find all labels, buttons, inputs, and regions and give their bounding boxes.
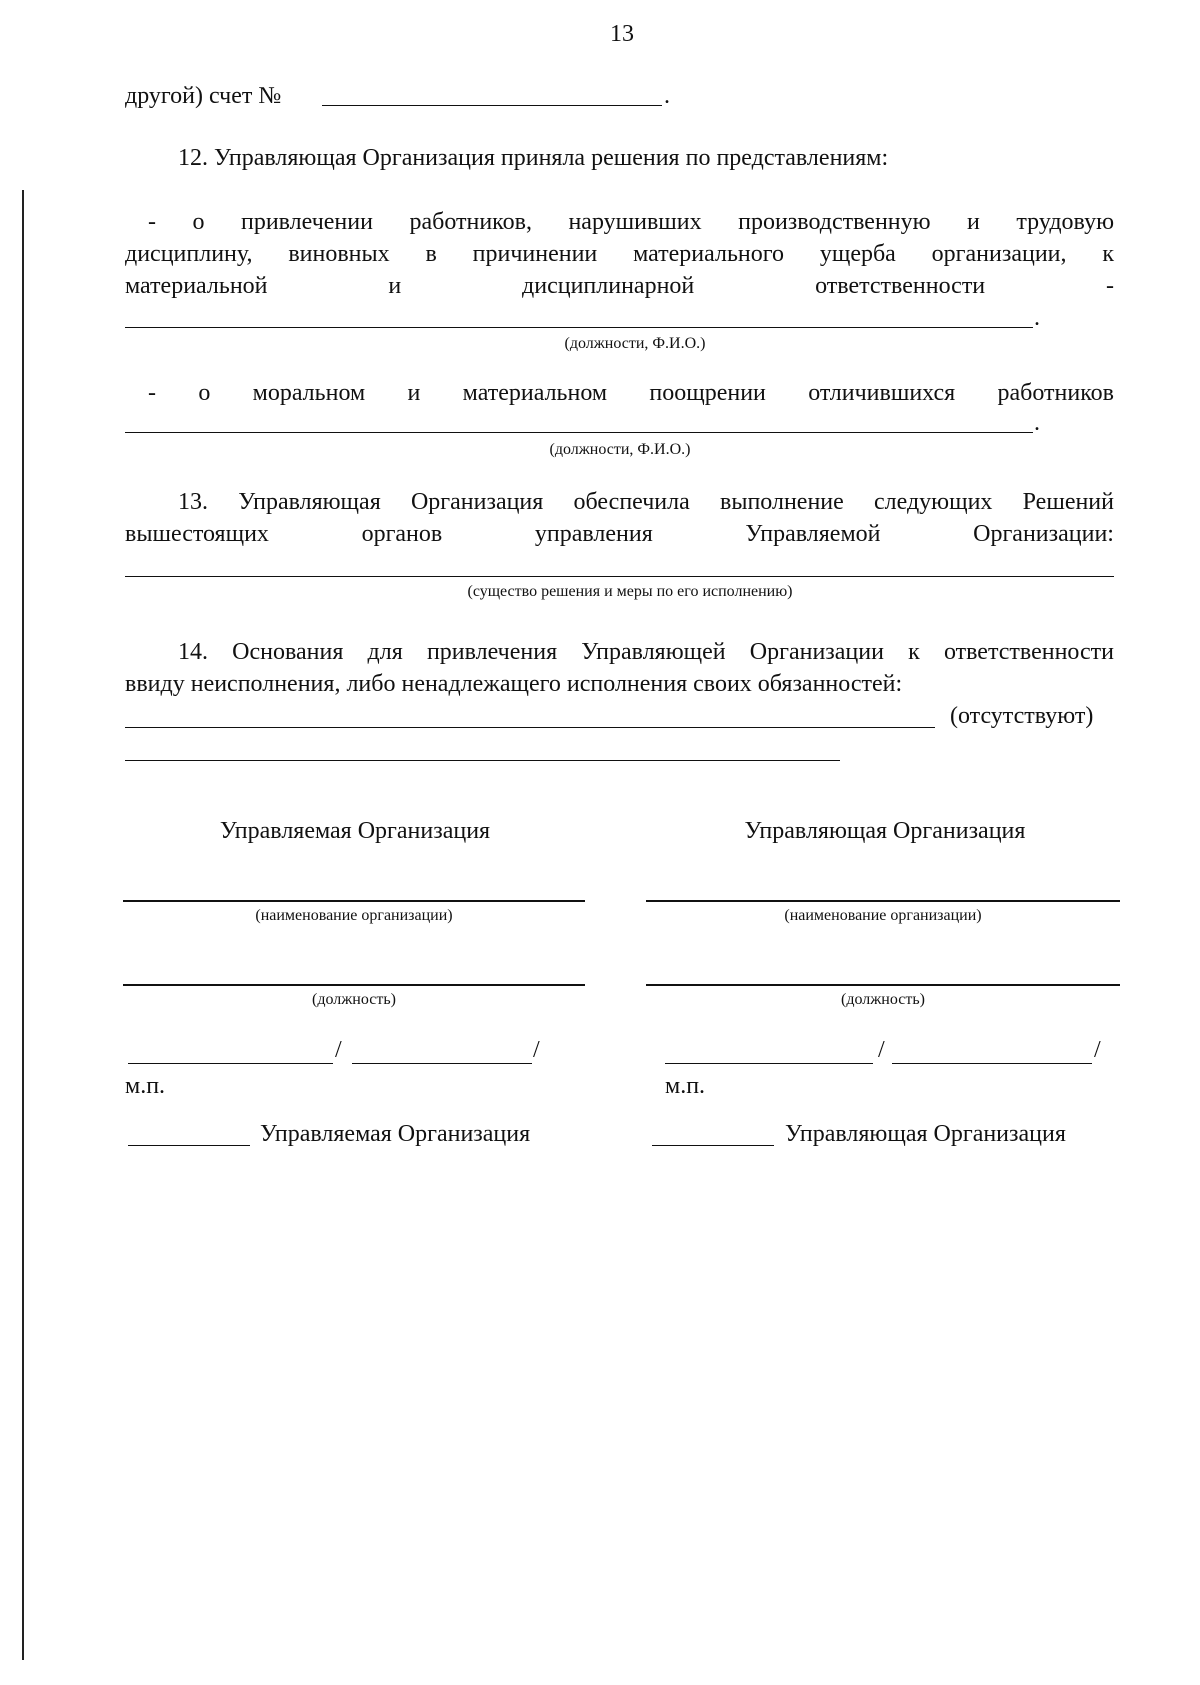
right-party-title: Управляющая Организация xyxy=(744,818,1026,844)
right-separator-2: / xyxy=(1094,1037,1101,1063)
grounds-field-1[interactable] xyxy=(125,727,935,728)
item14-line1: 14. Основания для привлечения Управляющей Организации к ответственности xyxy=(178,639,1114,665)
absent-note: (отсутствуют) xyxy=(950,703,1094,729)
left-initials-label: Управляемая Организация xyxy=(260,1121,531,1147)
item13-caption: (существо решения и меры по его исполнению) xyxy=(467,583,793,600)
word: ответственности xyxy=(815,273,986,299)
left-stamp-label: м.п. xyxy=(125,1073,166,1099)
account-label: другой) счет № xyxy=(125,83,282,109)
left-initials-field[interactable] xyxy=(128,1145,250,1146)
word: управления xyxy=(534,521,653,547)
left-separator-1: / xyxy=(335,1037,342,1063)
item12-sub1-line1: - о привлечении работников, нарушивших производственную и трудовую xyxy=(148,209,1114,235)
right-org-name-field[interactable] xyxy=(646,900,1120,902)
item13-line2 xyxy=(125,518,1114,550)
scan-edge-line xyxy=(22,190,24,1660)
word: материальной xyxy=(125,273,268,299)
right-position-caption: (должность) xyxy=(841,991,925,1008)
decisions-field[interactable] xyxy=(125,576,1114,577)
left-separator-2: / xyxy=(533,1037,540,1063)
word: - xyxy=(1105,273,1114,299)
right-initials-field[interactable] xyxy=(652,1145,774,1146)
left-position-caption: (должность) xyxy=(312,991,396,1008)
word: органов xyxy=(361,521,443,547)
item14-line2: ввиду неисполнения, либо ненадлежащего исполнения своих обязанностей: xyxy=(125,671,903,697)
left-party-title: Управляемая Организация xyxy=(219,818,491,844)
word: и xyxy=(388,273,402,299)
item12-heading: 12. Управляющая Организация приняла решения по представлениям: xyxy=(178,145,889,171)
right-position-field[interactable] xyxy=(646,984,1120,986)
grounds-field-2[interactable] xyxy=(125,760,840,761)
sub1-caption: (должности, Ф.И.О.) xyxy=(564,335,706,352)
right-separator-1: / xyxy=(878,1037,885,1063)
item13-line1: 13. Управляющая Организация обеспечила выполнение следующих Решений xyxy=(178,489,1114,515)
item12-sub1-line2: дисциплину, виновных в причинении материального ущерба организации, к xyxy=(125,241,1114,267)
right-initials-label: Управляющая Организация xyxy=(785,1121,1066,1147)
sub2-positions-field[interactable] xyxy=(125,432,1033,433)
left-name-field[interactable] xyxy=(352,1063,532,1064)
page-number: 13 xyxy=(610,21,634,47)
sub2-caption: (должности, Ф.И.О.) xyxy=(549,441,691,458)
right-stamp-label: м.п. xyxy=(665,1073,706,1099)
word: дисциплинарной xyxy=(522,273,695,299)
sub2-field-end: . xyxy=(1034,410,1040,436)
account-line-end: . xyxy=(664,83,670,109)
item12-sub2-line1: - о моральном и материальном поощрении отличившихся работников xyxy=(148,380,1114,406)
left-position-field[interactable] xyxy=(123,984,585,986)
word: вышестоящих xyxy=(125,521,269,547)
right-org-caption: (наименование организации) xyxy=(784,907,982,924)
account-number-field[interactable] xyxy=(322,105,662,106)
word: Организации: xyxy=(973,521,1114,547)
left-signature-field[interactable] xyxy=(128,1063,333,1064)
left-org-caption: (наименование организации) xyxy=(255,907,453,924)
sub1-field-end: . xyxy=(1034,305,1040,331)
item12-sub1-line3 xyxy=(125,270,1114,302)
word: Управляемой xyxy=(745,521,881,547)
right-name-field[interactable] xyxy=(892,1063,1092,1064)
sub1-positions-field[interactable] xyxy=(125,327,1033,328)
right-signature-field[interactable] xyxy=(665,1063,873,1064)
left-org-name-field[interactable] xyxy=(123,900,585,902)
